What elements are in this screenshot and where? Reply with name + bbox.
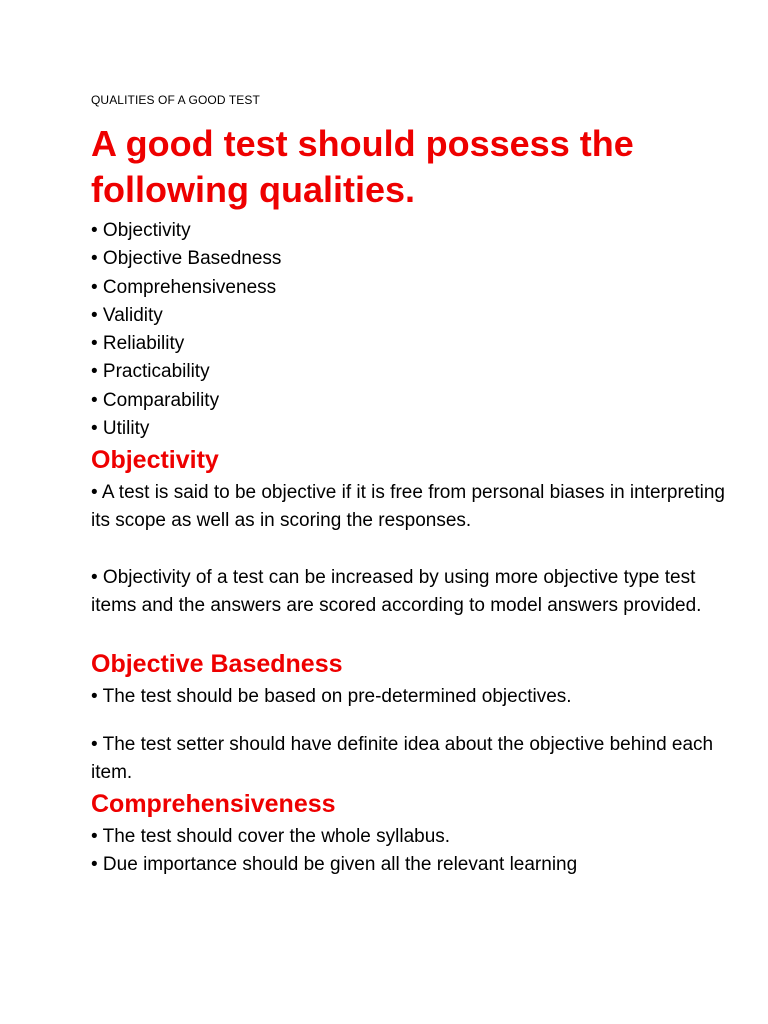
qualities-list <box>91 217 281 443</box>
list-item: • Objective Basedness <box>91 248 282 270</box>
main-heading: A good test should possess the following qualities. <box>91 123 634 210</box>
section-heading-objectivity: Objectivity <box>91 446 219 474</box>
list-item: • Objectivity <box>91 220 191 241</box>
section-heading-comprehensiveness: Comprehensiveness <box>91 790 336 818</box>
list-item: • Due importance should be given all the relevant learning <box>91 854 578 875</box>
list-item: • Validity <box>91 304 163 326</box>
objectivity-paragraph: • Objectivity of a test can be increased by using more objective type test items and the answers are scored according to model answers provided. <box>91 567 702 616</box>
list-item: • Reliability <box>91 333 185 355</box>
document-label: QUALITIES OF A GOOD TEST <box>91 93 260 107</box>
list-item: • Comparability <box>91 389 220 411</box>
objective-basedness-paragraph: • The test should be based on pre-determined objectives. <box>91 686 572 707</box>
list-item: • The test should cover the whole syllabus. <box>91 826 451 847</box>
list-item: • Practicability <box>91 361 210 383</box>
list-item: • Utility <box>91 418 150 440</box>
list-item: • Comprehensiveness <box>91 276 277 298</box>
objectivity-paragraph: • A test is said to be objective if it is free from personal biases in interpreting its scope as well as in scoring the responses. <box>91 482 725 531</box>
comprehensiveness-list <box>91 823 577 879</box>
objective-basedness-paragraph: • The test setter should have definite idea about the objective behind each item. <box>91 734 714 783</box>
section-heading-objective-basedness: Objective Basedness <box>91 650 343 678</box>
